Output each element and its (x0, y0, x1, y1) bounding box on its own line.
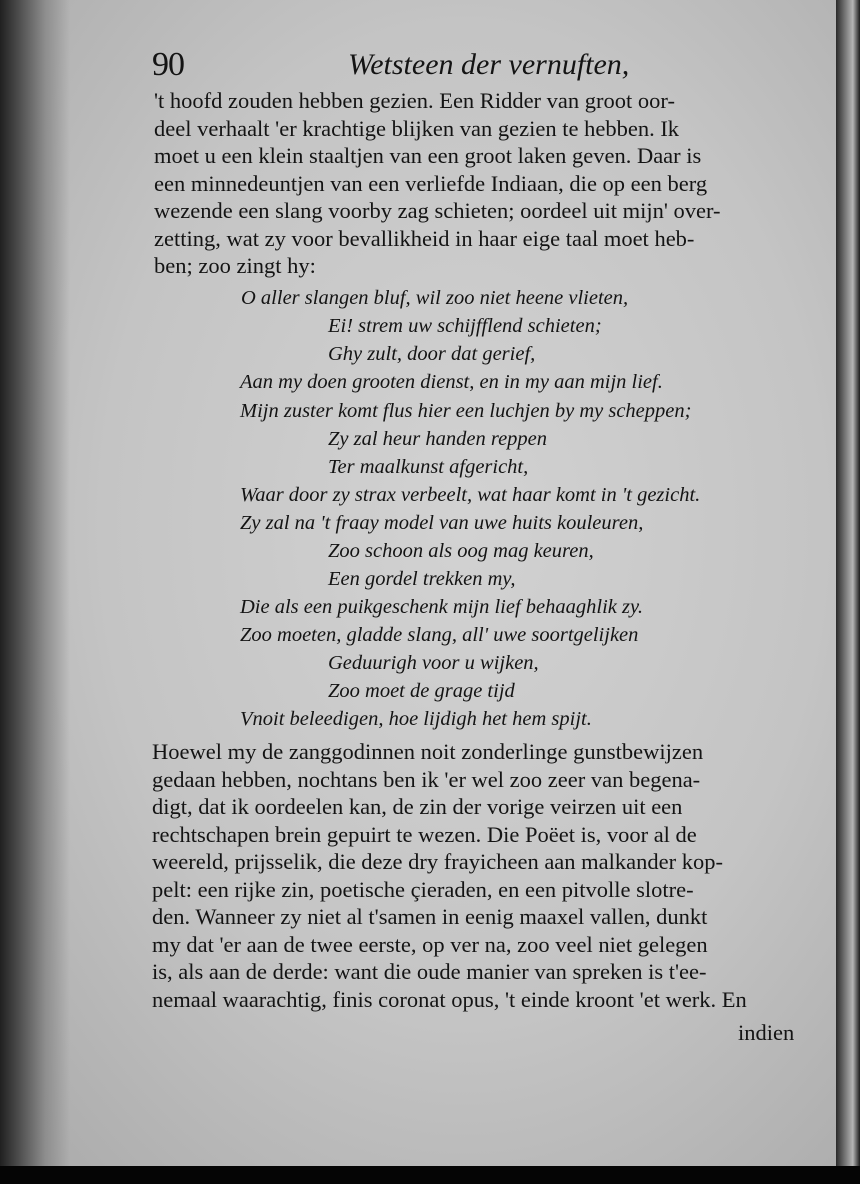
text-line: wezende een slang voorby zag schieten; oordeel uit mijn' over- (154, 198, 721, 223)
verse-line: Die als een puikgeschenk mijn lief behaaghlik zy. (240, 596, 644, 618)
verse-line: Geduurigh voor u wijken, (328, 652, 539, 674)
text-line: Hoewel my de zanggodinnen noit zonderlinge gunstbewijzen (152, 739, 704, 764)
verse-line: Ei! strem uw schijfflend schieten; (328, 315, 602, 337)
text-line: is, als aan de derde: want die oude manier van spreken is t'ee- (152, 959, 707, 984)
verse-line: Mijn zuster komt flus hier een luchjen by my scheppen; (240, 400, 692, 422)
verse-line: Zoo schoon als oog mag keuren, (328, 540, 594, 562)
book-edge (836, 0, 860, 1184)
verse-line: Ter maalkunst afgericht, (328, 456, 529, 478)
text-line: 't hoofd zouden hebben gezien. Een Ridder van groot oor- (154, 88, 675, 113)
text-line: den. Wanneer zy niet al t'samen in eenig maaxel vallen, dunkt (152, 904, 708, 929)
paragraph-commentary (152, 738, 820, 1013)
running-head: Wetsteen der vernuften, (348, 48, 630, 81)
poem (0, 285, 842, 735)
text-line: nemaal waarachtig, finis coronat opus, 't einde kroont 'et werk. En (152, 986, 747, 1012)
paragraph-intro (154, 87, 814, 280)
text-line: my dat 'er aan de twee eerste, op ver na, zoo veel niet gelegen (152, 931, 708, 957)
text-line: weereld, prijsselik, die deze dry frayicheen aan malkander kop- (152, 849, 723, 874)
verse-line: Waar door zy strax verbeelt, wat haar komt in 't gezicht. (240, 484, 701, 506)
catchword: indien (738, 1020, 795, 1045)
verse-line: Zoo moeten, gladde slang, all' uwe soortgelijken (240, 624, 639, 646)
text-line: rechtschapen brein gepuirt te wezen. Die Poëet is, voor al de (152, 821, 697, 847)
page-header (152, 46, 792, 92)
text-line: pelt: een rijke zin, poetische çieraden, en een pitvolle slotre- (152, 876, 694, 902)
text-line: moet u een klein staaltjen van een groot laken geven. Daar is (154, 143, 702, 168)
verse-line: Zy zal na 't fraay model van uwe huits kouleuren, (240, 512, 644, 534)
text-line: digt, dat ik oordeelen kan, de zin der vorige veirzen uit een (152, 794, 683, 819)
text-line: een minnedeuntjen van een verliefde Indiaan, die op een berg (154, 170, 708, 196)
text-line: zetting, wat zy voor bevallikheid in haar eige taal moet heb- (154, 225, 695, 251)
verse-line: Zy zal heur handen reppen (328, 428, 548, 450)
verse-line: Aan my doen grooten dienst, en in my aan mijn lief. (240, 371, 663, 393)
text-line: deel verhaalt 'er krachtige blijken van gezien te hebben. Ik (154, 115, 680, 141)
verse-line: Een gordel trekken my, (328, 568, 516, 590)
text-line: ben; zoo zingt hy: (154, 253, 316, 278)
verse-line: Zoo moet de grage tijd (328, 680, 515, 702)
scan-border (0, 1166, 860, 1184)
text-line: gedaan hebben, nochtans ben ik 'er wel zoo zeer van begena- (152, 766, 701, 792)
verse-line: O aller slangen bluf, wil zoo niet heene vlieten, (241, 287, 629, 309)
page-number: 90 (152, 46, 184, 83)
verse-line: Vnoit beleedigen, hoe lijdigh het hem spijt. (240, 708, 592, 730)
verse-line: Ghy zult, door dat gerief, (328, 343, 536, 365)
